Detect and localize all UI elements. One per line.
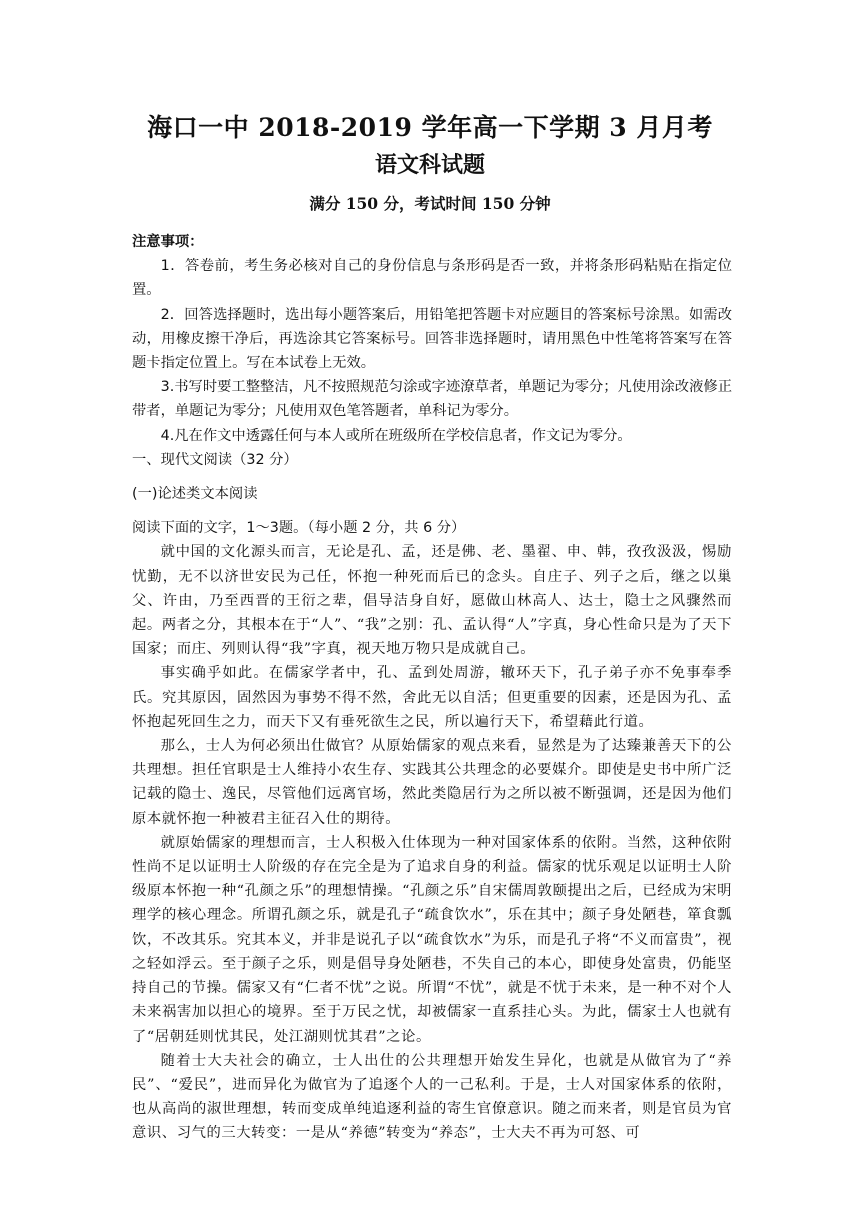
subsection-title: (一)论述类文本阅读 xyxy=(132,486,258,503)
notice-heading: 注意事项： xyxy=(132,234,204,250)
passage-paragraph-1: 就中国的文化源头而言，无论是孔、孟，还是佛、老、墨翟、申、韩，孜孜汲汲，惕励忧勤，无不以济世安民为己任，怀抱一种死而后已的念头。自庄子、列子之后，继之以巢父、许由，乃至西晋的王衍之辈，倡导洁身自好，愿做山林高人、达士，隐士之风骤然而起。两者之分，其根本在于“人”、“我”之别：孔、孟认得“人”字真，身心性命只是为了天下国家；而庄、列则认得“我”字真，视天地万物只是成就自己。 xyxy=(132,544,732,658)
exam-subtitle: 语文科试题 xyxy=(374,152,485,178)
section-title: 一、现代文阅读（32 分） xyxy=(132,451,298,468)
passage-paragraph-4: 就原始儒家的理想而言，士人积极入仕体现为一种对国家体系的依附。当然，这种依附性尚不足以证明士人阶级的存在完全是为了追求自身的利益。儒家的忧乐观足以证明士人阶级原本怀抱一种“孔颜之乐”的理想情操。“孔颜之乐”自宋儒周敦颐提出之后，已经成为宋明理学的核心理念。所谓孔颜之乐，就是孔子“疏食饮水”，乐在其中；颜子身处陋巷，箪食瓢饮，不改其乐。究其本义，并非是说孔子以“疏食饮水”为乐，而是孔子将“不义而富贵”，视之轻如浮云。至于颜子之乐，则是倡导身处陋巷，不失自己的本心，即使身处富贵，仍能坚持自己的节操。儒家又有“仁者不忧”之说。所谓“不忧”，就是不忧于未来，是一种不对个人未来祸害加以担心的境界。至于万民之忧，却被儒家一直系挂心头。为此，儒家士人也就有了“居朝廷则忧其民，处江湖则忧其君”之论。 xyxy=(132,834,732,1045)
reading-instruction: 阅读下面的文字，1～3题。（每小题 2 分，共 6 分） xyxy=(132,520,466,537)
passage-paragraph-5: 随着士大夫社会的确立，士人出仕的公共理想开始发生异化，也就是从做官为了“养民”、“爱民”，进而异化为做官为了追逐个人的一己私利。于是，士人对国家体系的依附，也从高尚的淑世理想，转而变成单纯追逐利益的寄生官僚意识。随之而来者，则是官员为官意识、习气的三大转变：一是从“养德”转变为“养态”，士大夫不再为可怒、可 xyxy=(132,1052,732,1142)
exam-title: 海口一中 2018-2019 学年高一下学期 3 月月考 xyxy=(147,113,713,142)
notice-item-2: 2．回答选择题时，选出每小题答案后，用铅笔把答题卡对应题目的答案标号涂黑。如需改动，用橡皮擦干净后，再选涂其它答案标号。回答非选择题时，请用黑色中性笔将答案写在答题卡指定位置上。写在本试卷上无效。 xyxy=(132,306,732,372)
exam-body xyxy=(132,230,732,1146)
score-time-line: 满分 150 分，考试时间 150 分钟 xyxy=(309,194,551,213)
notice-item-1: 1．答卷前，考生务必核对自己的身份信息与条形码是否一致，并将条形码粘贴在指定位置。 xyxy=(132,258,732,299)
notice-item-4: 4.凡在作文中透露任何与本人或所在班级所在学校信息者，作文记为零分。 xyxy=(160,427,632,444)
passage-paragraph-2: 事实确乎如此。在儒家学者中，孔、孟到处周游，辙环天下，孔子弟子亦不免事奉季氏。究其原因，固然因为事势不得不然，舍此无以自活；但更重要的因素，还是因为孔、孟怀抱起死回生之力，而天下又有垂死欲生之民，所以遍行天下，希望藉此行道。 xyxy=(132,665,732,730)
passage-paragraph-3: 那么，士人为何必须出仕做官？从原始儒家的观点来看，显然是为了达臻兼善天下的公共理想。担任官职是士人维持小农生存、实践其公共理念的必要媒介。即使是史书中所广泛记载的隐士、逸民，尽管他们远离官场，然此类隐居行为之所以被不断强调，还是因为他们原本就怀抱一种被君主征召入仕的期待。 xyxy=(132,738,732,827)
notice-item-3: 3.书写时要工整整洁，凡不按照规范匀涂或字迹潦草者，单题记为零分；凡使用涂改液修正带者，单题记为零分；凡使用双色笔答题者，单科记为零分。 xyxy=(132,379,732,420)
